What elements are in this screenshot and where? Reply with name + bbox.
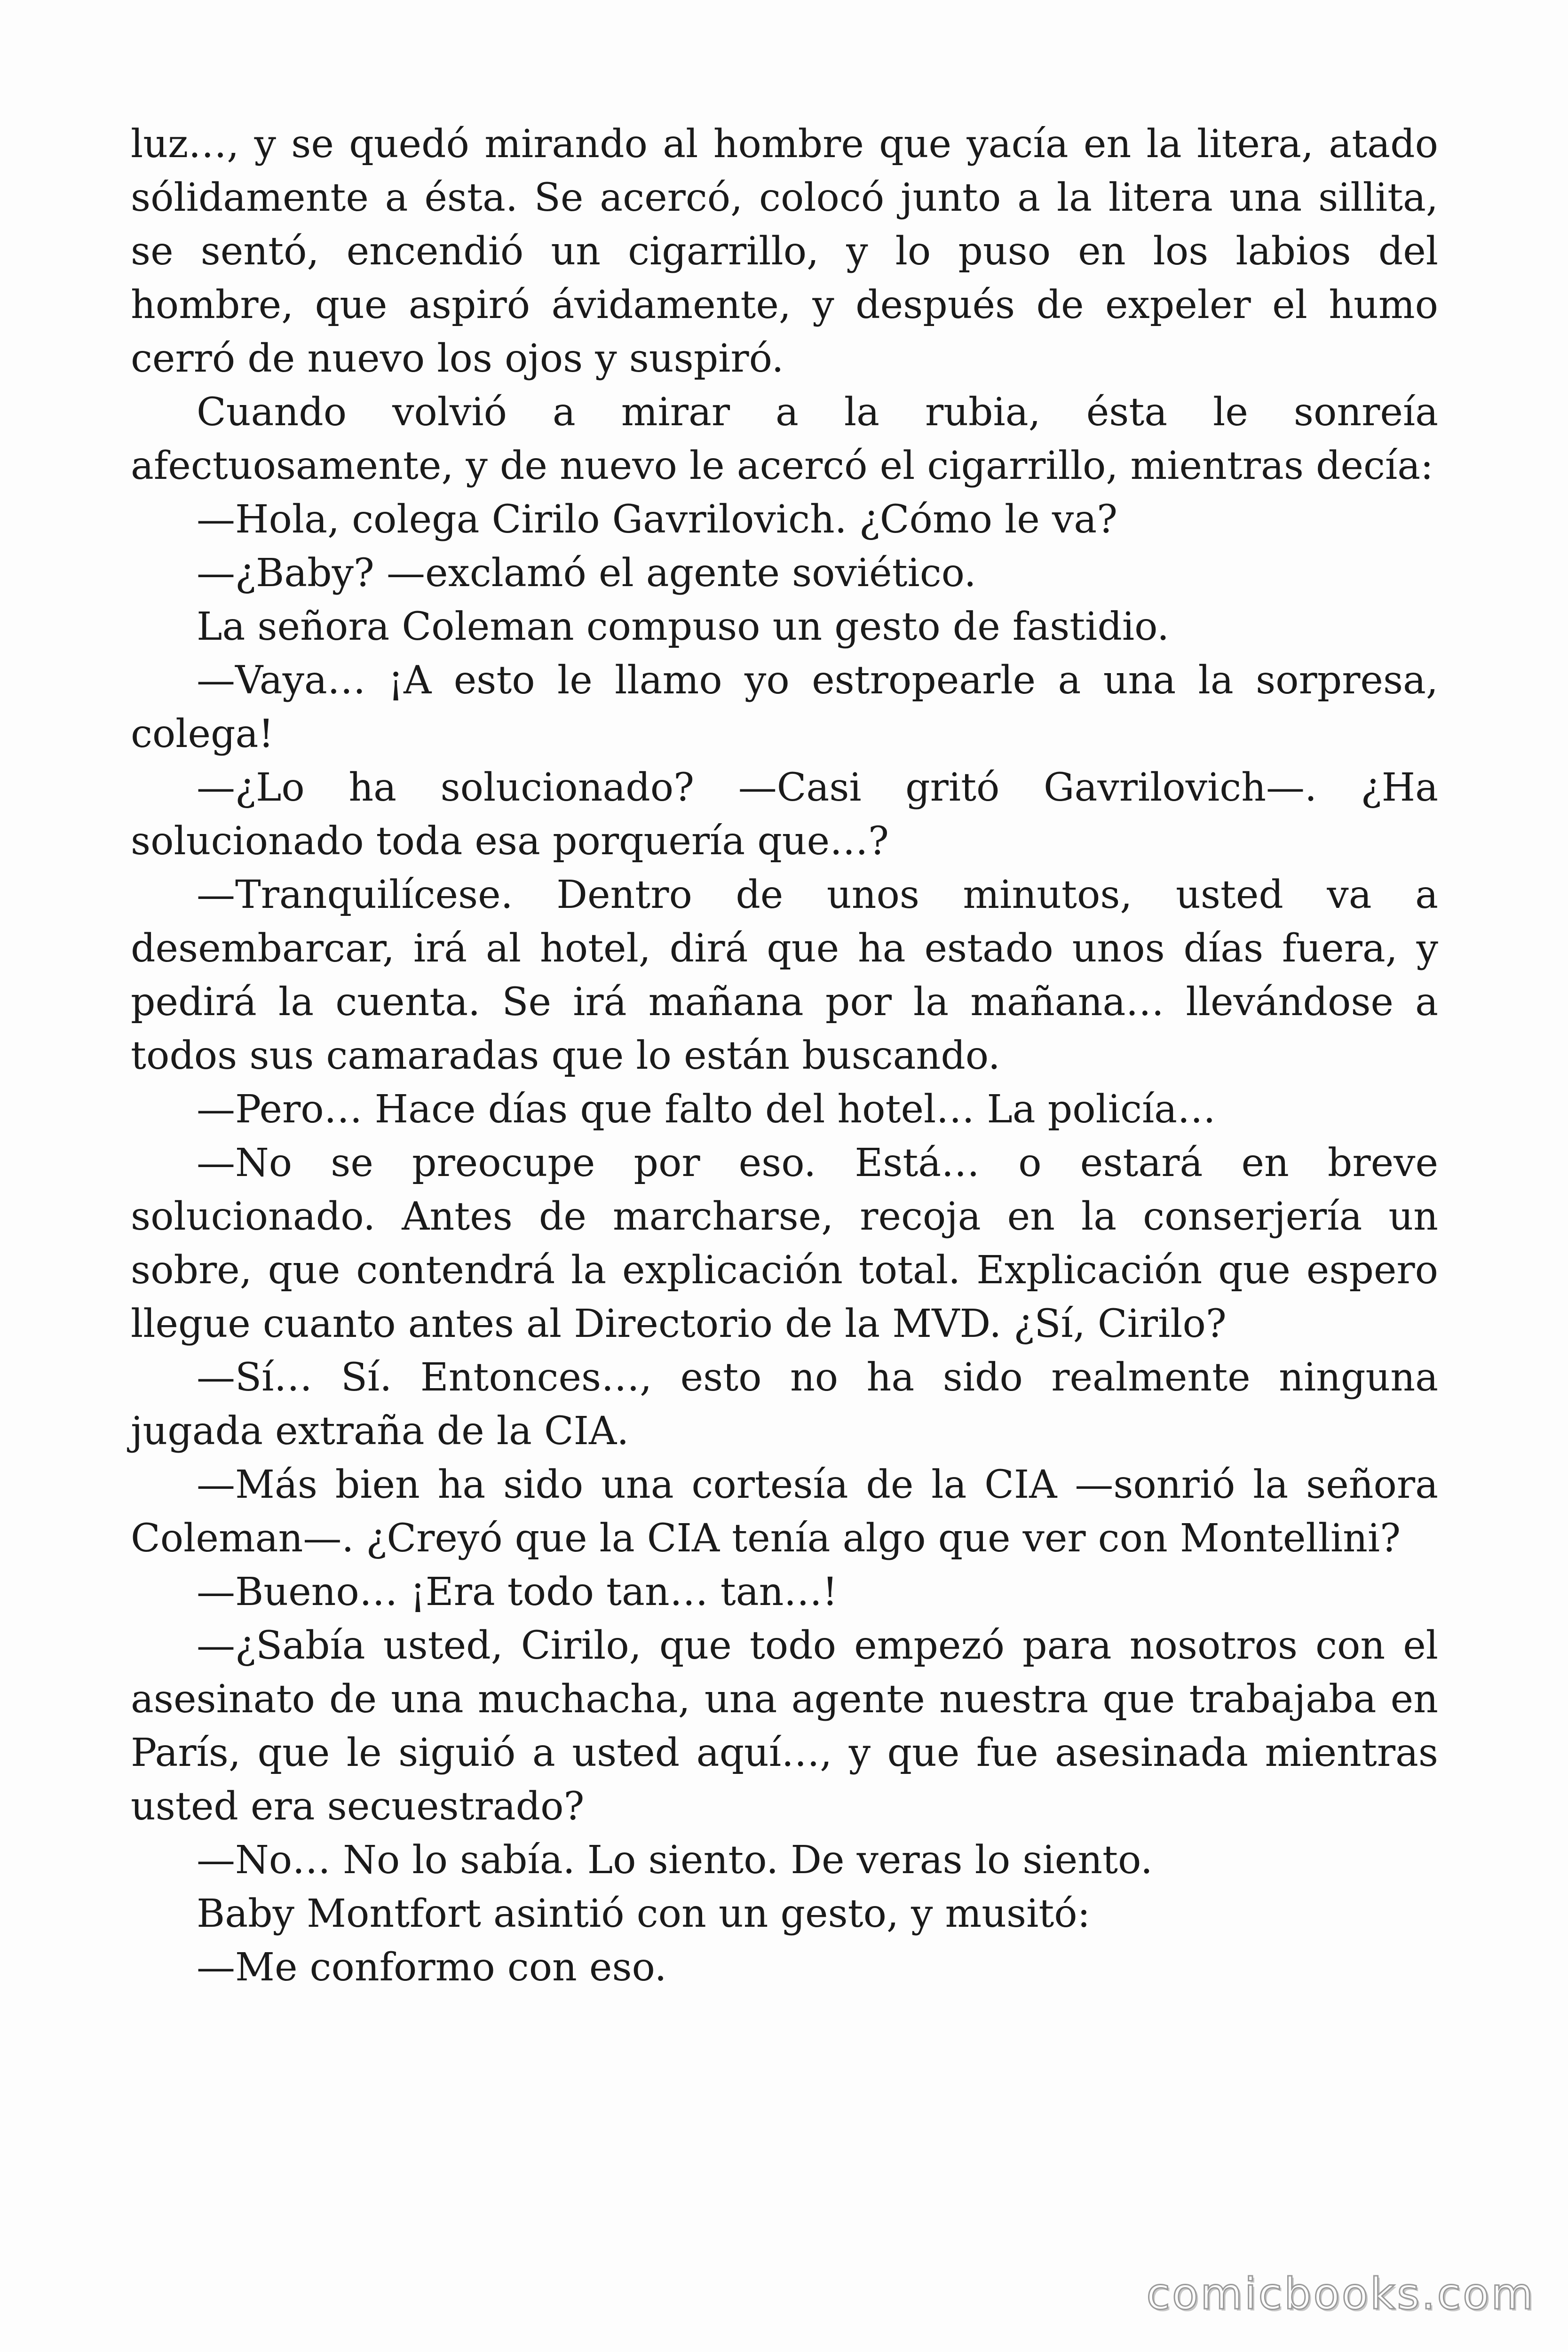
dialogue-line: —No se preocupe por eso. Está… o estará en breve solucionado. Antes de marcharse, recoja en la conserjería un sobre, que contendrá la explicación total. Explicación que espero llegue cuanto antes al Directorio de la MVD. ¿Sí, Cirilo? — [131, 1141, 1438, 1346]
dialogue-line: —Sí… Sí. Entonces…, esto no ha sido realmente ninguna jugada extraña de la CIA. — [131, 1355, 1438, 1454]
dialogue-line: —Más bien ha sido una cortesía de la CIA —sonrió la señora Coleman—. ¿Creyó que la CIA tenía algo que ver con Montellini? — [131, 1462, 1438, 1561]
dialogue-line: —¿Lo ha solucionado? —Casi gritó Gavrilovich—. ¿Ha solucionado toda esa porquería que…? — [131, 765, 1438, 864]
paragraph: Cuando volvió a mirar a la rubia, ésta le sonreía afectuosamente, y de nuevo le acercó el cigarrillo, mientras decía: — [131, 390, 1438, 488]
watermark-logo: comicbooks.com — [1146, 2269, 1535, 2319]
dialogue-line: —Me conformo con eso. — [197, 1945, 667, 1990]
dialogue-line: —¿Baby? —exclamó el agente soviético. — [197, 551, 976, 596]
dialogue-line: —Pero… Hace días que falto del hotel… La policía… — [197, 1087, 1216, 1132]
dialogue-line: —Bueno… ¡Era todo tan… tan…! — [197, 1570, 838, 1614]
paragraph-continuation: luz…, y se quedó mirando al hombre que yacía en la litera, atado sólidamente a ésta. Se acercó, colocó junto a la litera una sillita, se sentó, encendió un cigarrillo, y lo puso en los labios del hombre, que aspiró ávidamente, y después de expeler el humo cerró de nuevo los ojos y suspiró. — [131, 122, 1438, 381]
dialogue-line: —¿Sabía usted, Cirilo, que todo empezó para nosotros con el asesinato de una muchacha, una agente nuestra que trabajaba en París, que le siguió a usted aquí…, y que fue asesinada mientras usted era secuestrado? — [131, 1623, 1438, 1829]
dialogue-line: —Vaya… ¡A esto le llamo yo estropearle a una la sorpresa, colega! — [131, 658, 1438, 756]
dialogue-line: —Hola, colega Cirilo Gavrilovich. ¿Cómo le va? — [197, 497, 1118, 542]
body-text — [131, 118, 1438, 1994]
dialogue-line: —No… No lo sabía. Lo siento. De veras lo siento. — [197, 1838, 1153, 1883]
paragraph: La señora Coleman compuso un gesto de fastidio. — [197, 604, 1170, 649]
dialogue-line: —Tranquilícese. Dentro de unos minutos, usted va a desembarcar, irá al hotel, dirá que ha estado unos días fuera, y pedirá la cuenta. Se irá mañana por la mañana… llevándose a todos sus camaradas que lo están buscando. — [131, 873, 1438, 1078]
paragraph: Baby Montfort asintió con un gesto, y musitó: — [197, 1891, 1091, 1936]
